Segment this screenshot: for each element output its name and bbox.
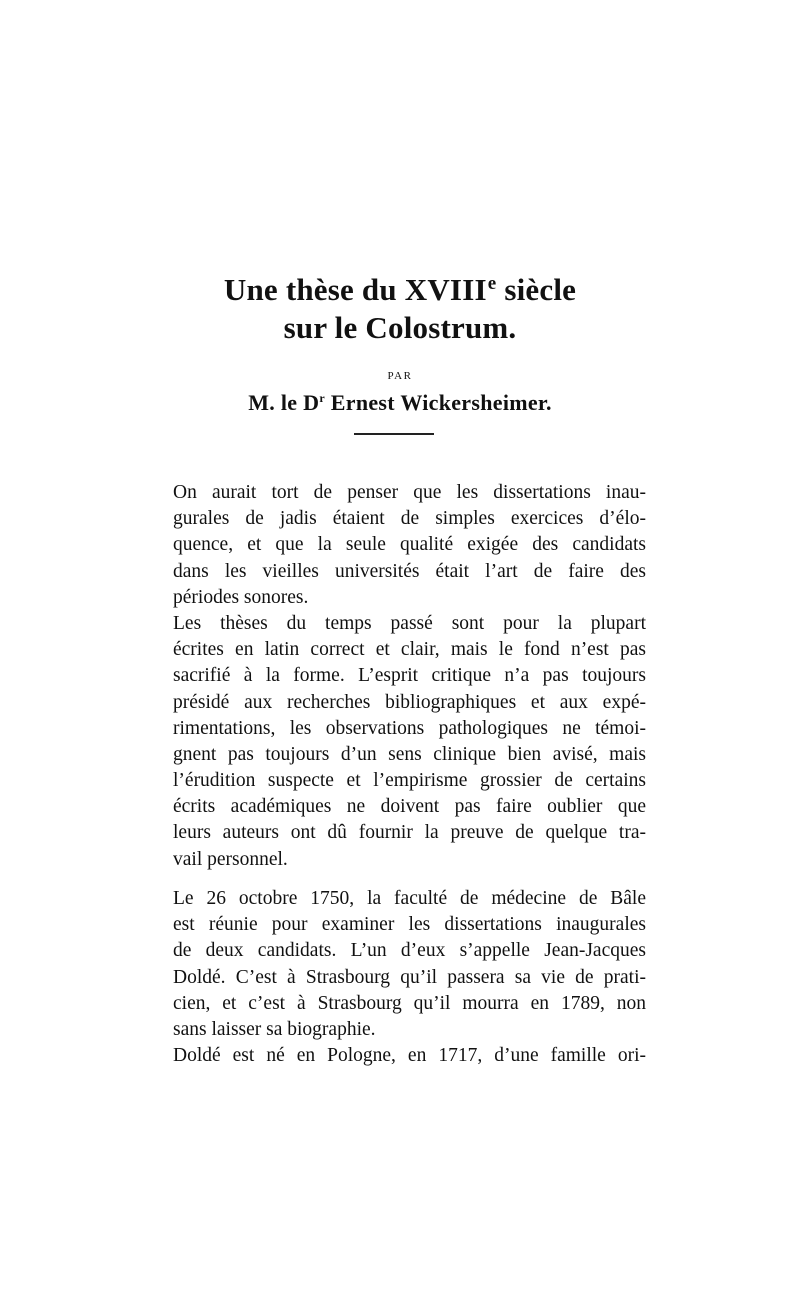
body-section-2 bbox=[173, 886, 646, 1069]
paragraph bbox=[173, 886, 646, 1043]
byline-par: PAR bbox=[387, 370, 413, 382]
text-line: Doldé. C’est à Strasbourg qu’il passera sa vie de prati- bbox=[173, 966, 646, 988]
title-superscript: e bbox=[487, 273, 497, 294]
text-line: On aurait tort de penser que les dissertations inau- bbox=[173, 482, 646, 503]
text-line: vail personnel. bbox=[173, 848, 288, 870]
title-text-pre: Une thèse du XVIII bbox=[223, 272, 487, 307]
paragraph bbox=[173, 480, 646, 611]
author-line bbox=[0, 390, 800, 416]
body-section-1 bbox=[173, 480, 646, 873]
author-text-post: Ernest Wickersheimer. bbox=[324, 390, 552, 415]
text-line: gnent pas toujours d’un sens clinique bien avisé, mais bbox=[173, 743, 646, 765]
author-text-pre: M. le D bbox=[248, 390, 320, 415]
text-line: est réunie pour examiner les dissertations inaugurales bbox=[173, 914, 646, 936]
article-title-line-1 bbox=[0, 272, 800, 308]
paragraph bbox=[173, 611, 646, 873]
text-line: leurs auteurs ont dû fournir la preuve de quelque tra- bbox=[173, 822, 646, 844]
text-line: Le 26 octobre 1750, la faculté de médecine de Bâle bbox=[173, 888, 646, 909]
author-superscript: r bbox=[319, 391, 325, 405]
text-line: l’érudition suspecte et l’empirisme grossier de certains bbox=[173, 770, 646, 792]
title-text-post: siècle bbox=[496, 272, 577, 307]
paragraph bbox=[173, 1043, 646, 1069]
text-line: rimentations, les observations pathologiques ne témoi- bbox=[173, 717, 646, 739]
text-line: présidé aux recherches bibliographiques et aux expé- bbox=[173, 691, 646, 713]
title-divider bbox=[354, 433, 434, 435]
text-line: périodes sonores. bbox=[173, 586, 309, 608]
text-line: dans les vieilles universités était l’art de faire des bbox=[173, 560, 646, 582]
text-line: sans laisser sa biographie. bbox=[173, 1018, 376, 1040]
text-line: écrites en latin correct et clair, mais le fond n’est pas bbox=[173, 639, 646, 661]
article-title-line-2: sur le Colostrum. bbox=[283, 310, 517, 345]
text-line: gurales de jadis étaient de simples exercices d’élo- bbox=[173, 508, 646, 530]
text-line: sacrifié à la forme. L’esprit critique n’a pas toujours bbox=[173, 665, 646, 687]
text-line: cien, et c’est à Strasbourg qu’il mourra en 1789, non bbox=[173, 992, 646, 1014]
text-line: Doldé est né en Pologne, en 1717, d’une famille ori- bbox=[173, 1045, 646, 1067]
text-line: écrits académiques ne doivent pas faire oublier que bbox=[173, 796, 646, 818]
text-line: quence, et que la seule qualité exigée des candidats bbox=[173, 534, 646, 556]
text-line: Les thèses du temps passé sont pour la plupart bbox=[173, 612, 646, 634]
text-line: de deux candidats. L’un d’eux s’appelle Jean-Jacques bbox=[173, 940, 646, 962]
